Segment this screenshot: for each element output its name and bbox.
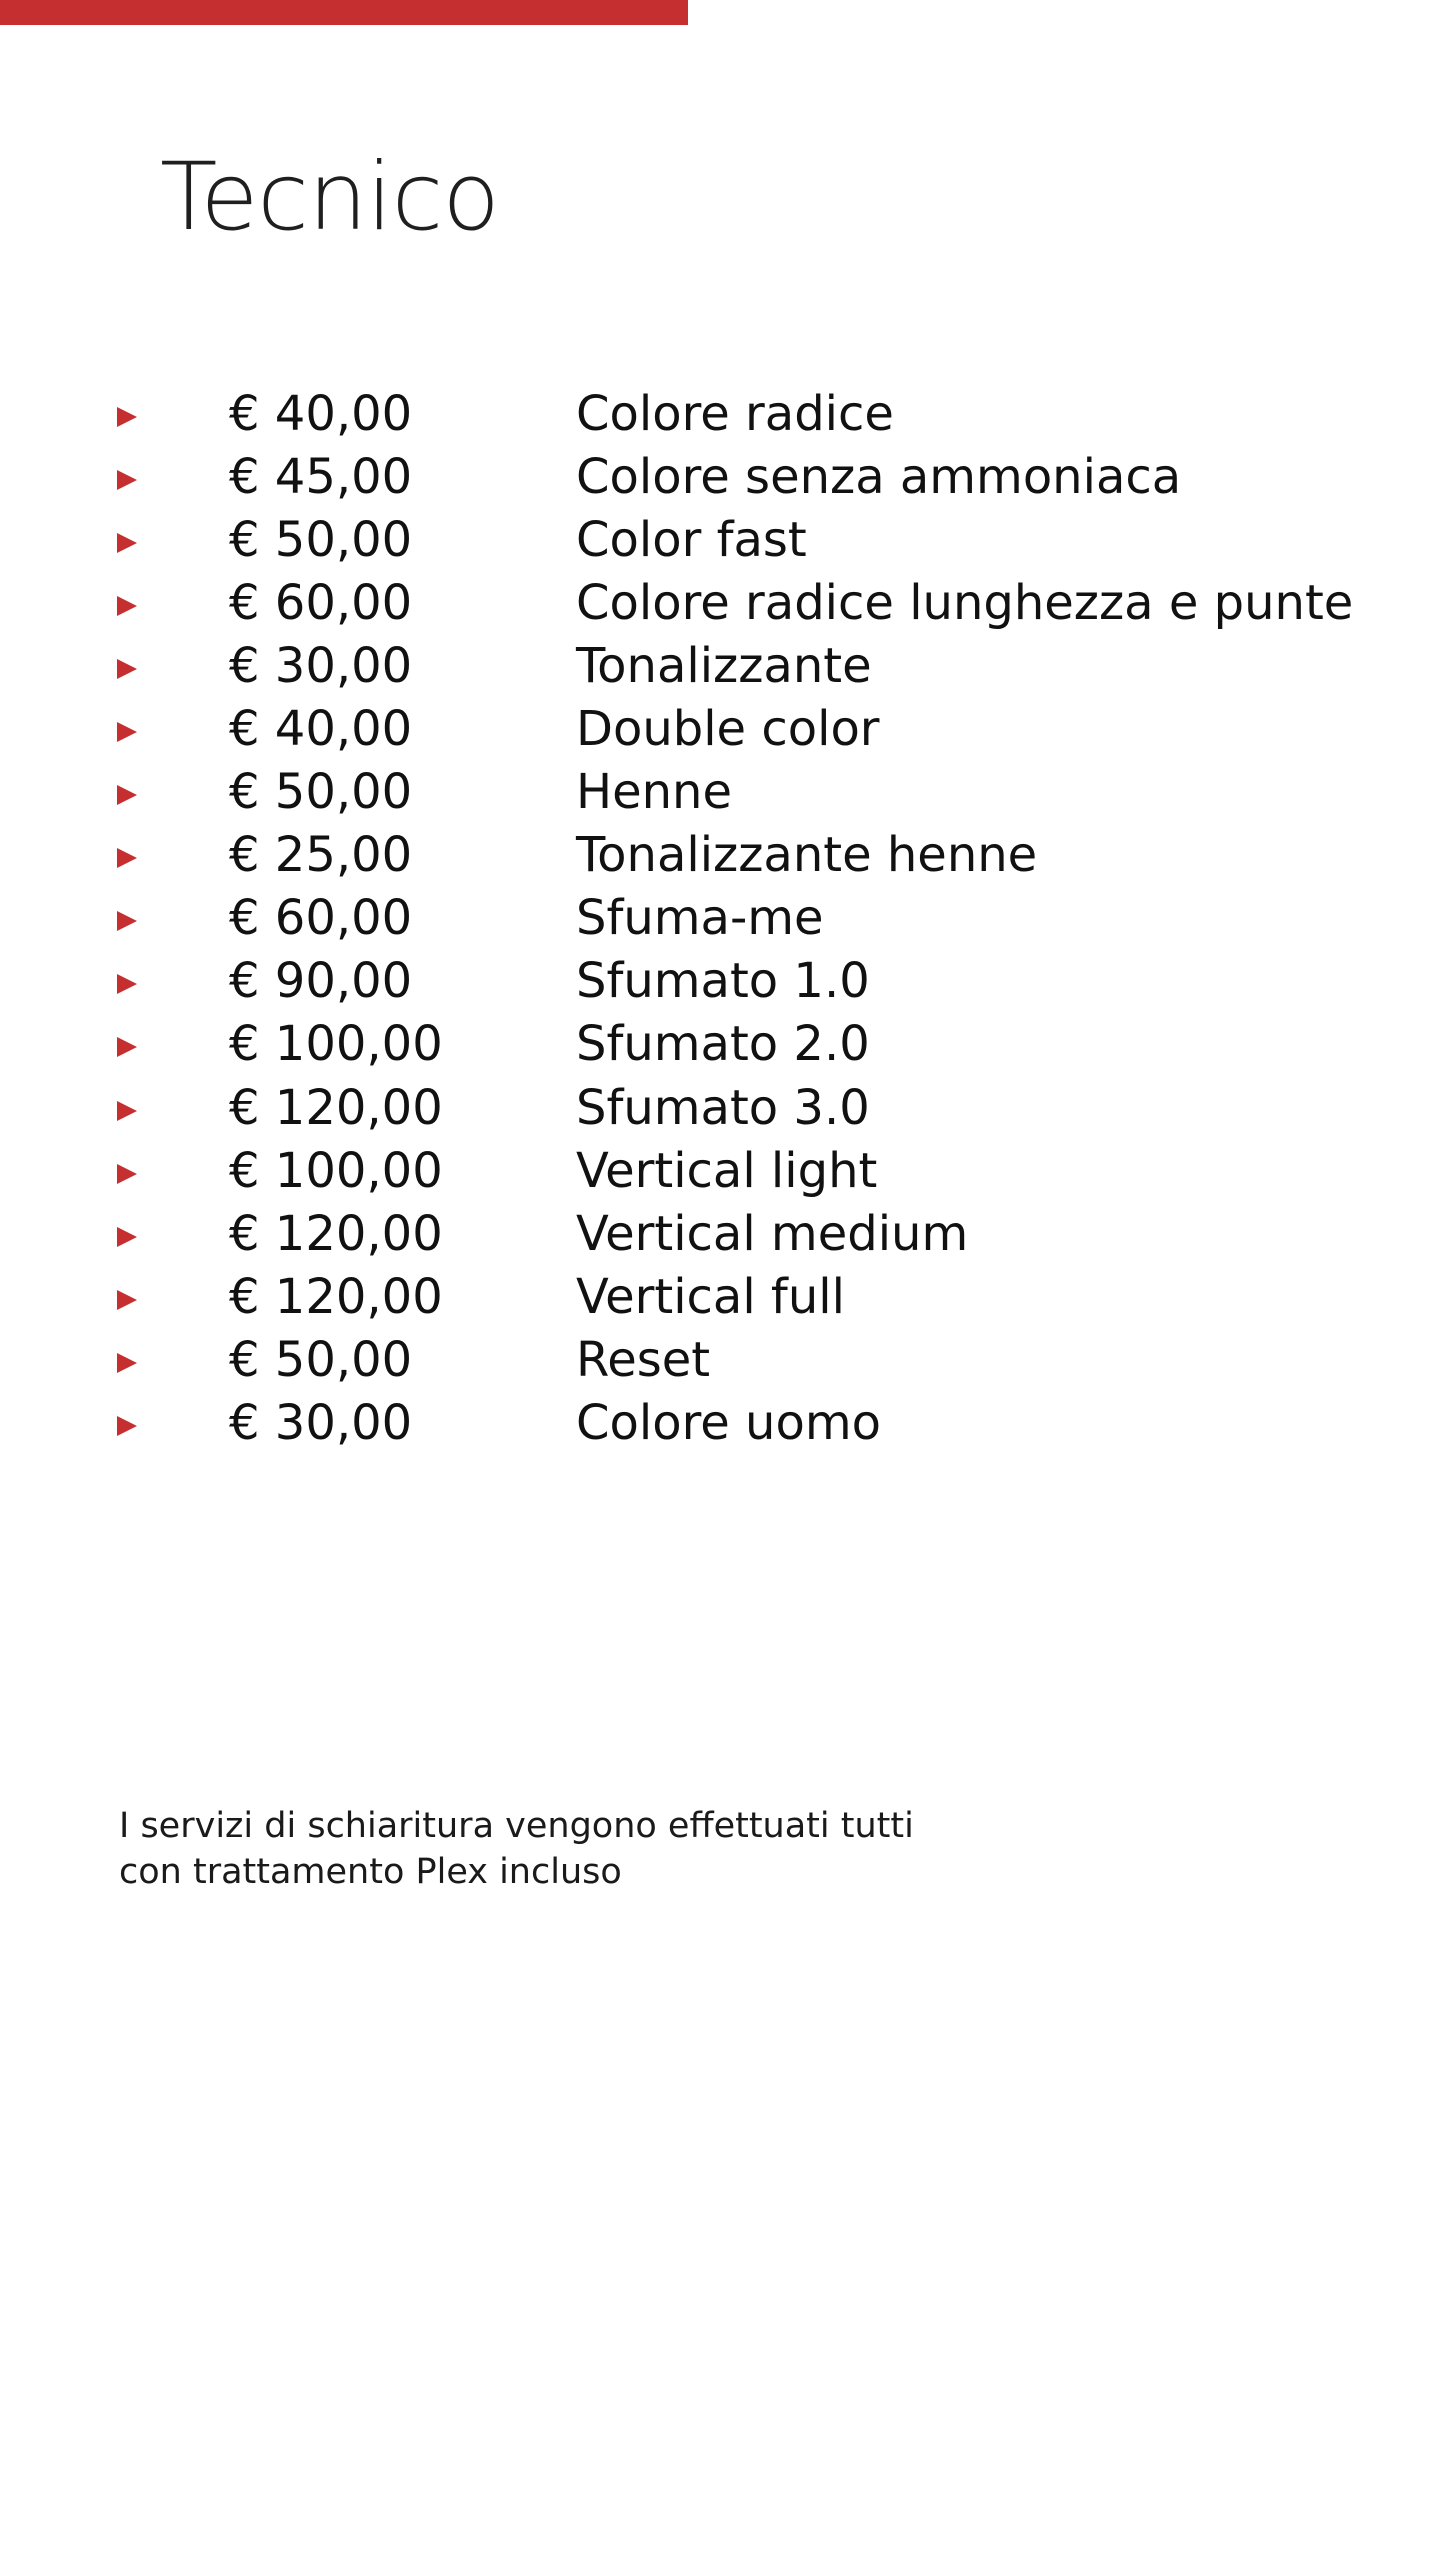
price-row bbox=[117, 445, 1447, 508]
triangle-right-icon bbox=[117, 1290, 137, 1310]
triangle-right-icon bbox=[117, 1037, 137, 1057]
service-name: Sfumato 2.0 bbox=[576, 1016, 870, 1073]
triangle-right-icon bbox=[117, 974, 137, 994]
service-name: Henne bbox=[576, 764, 732, 821]
price-value: € 25,00 bbox=[229, 827, 413, 884]
price-row bbox=[117, 634, 1447, 697]
triangle-right-icon bbox=[117, 848, 137, 868]
service-name: Reset bbox=[576, 1331, 711, 1388]
triangle-right-icon bbox=[117, 911, 137, 931]
price-value: € 60,00 bbox=[229, 574, 413, 631]
service-name: Colore radice lunghezza e punte bbox=[576, 574, 1354, 631]
price-row bbox=[117, 1265, 1447, 1328]
footnote-line-2: con trattamento Plex incluso bbox=[119, 1852, 622, 1892]
price-row bbox=[117, 824, 1447, 887]
triangle-right-icon bbox=[117, 470, 137, 490]
service-name: Color fast bbox=[576, 511, 807, 568]
price-value: € 45,00 bbox=[229, 448, 413, 505]
price-value: € 60,00 bbox=[229, 890, 413, 947]
triangle-right-icon bbox=[117, 659, 137, 679]
triangle-right-icon bbox=[117, 1353, 137, 1373]
triangle-right-icon bbox=[117, 1101, 137, 1121]
price-row bbox=[117, 1328, 1447, 1391]
price-row bbox=[117, 1202, 1447, 1265]
price-value: € 90,00 bbox=[229, 953, 413, 1010]
price-row bbox=[117, 1392, 1447, 1455]
service-name: Tonalizzante bbox=[576, 637, 872, 694]
price-value: € 50,00 bbox=[229, 764, 413, 821]
triangle-right-icon bbox=[117, 533, 137, 553]
triangle-right-icon bbox=[117, 1227, 137, 1247]
service-name: Colore senza ammoniaca bbox=[576, 448, 1182, 505]
price-row bbox=[117, 887, 1447, 950]
service-name: Sfumato 1.0 bbox=[576, 953, 870, 1010]
price-row bbox=[117, 950, 1447, 1013]
price-row bbox=[117, 697, 1447, 760]
price-value: € 120,00 bbox=[229, 1268, 443, 1325]
page-title: Tecnico bbox=[160, 143, 499, 252]
triangle-right-icon bbox=[117, 596, 137, 616]
price-value: € 50,00 bbox=[229, 1331, 413, 1388]
price-value: € 100,00 bbox=[229, 1142, 443, 1199]
price-value: € 30,00 bbox=[229, 1395, 413, 1452]
service-name: Sfuma-me bbox=[576, 890, 824, 947]
price-list bbox=[117, 382, 1447, 1455]
footnote bbox=[119, 1803, 914, 1895]
price-row bbox=[117, 508, 1447, 571]
triangle-right-icon bbox=[117, 1416, 137, 1436]
footnote-line-1: I servizi di schiaritura vengono effettuati tutti bbox=[119, 1806, 914, 1846]
triangle-right-icon bbox=[117, 407, 137, 427]
price-row bbox=[117, 571, 1447, 634]
price-row bbox=[117, 1076, 1447, 1139]
service-name: Double color bbox=[576, 701, 880, 758]
price-value: € 100,00 bbox=[229, 1016, 443, 1073]
service-name: Colore radice bbox=[576, 385, 894, 442]
triangle-right-icon bbox=[117, 722, 137, 742]
price-row bbox=[117, 1013, 1447, 1076]
service-name: Sfumato 3.0 bbox=[576, 1079, 870, 1136]
triangle-right-icon bbox=[117, 1164, 137, 1184]
service-name: Vertical medium bbox=[576, 1205, 969, 1262]
price-row bbox=[117, 382, 1447, 445]
service-name: Tonalizzante henne bbox=[576, 827, 1038, 884]
price-value: € 40,00 bbox=[229, 385, 413, 442]
price-value: € 30,00 bbox=[229, 637, 413, 694]
price-value: € 50,00 bbox=[229, 511, 413, 568]
service-name: Colore uomo bbox=[576, 1395, 881, 1452]
price-value: € 120,00 bbox=[229, 1079, 443, 1136]
price-row bbox=[117, 1139, 1447, 1202]
accent-bar bbox=[0, 0, 688, 25]
service-name: Vertical light bbox=[576, 1142, 878, 1199]
price-row bbox=[117, 761, 1447, 824]
price-value: € 120,00 bbox=[229, 1205, 443, 1262]
service-name: Vertical full bbox=[576, 1268, 845, 1325]
price-value: € 40,00 bbox=[229, 701, 413, 758]
triangle-right-icon bbox=[117, 785, 137, 805]
